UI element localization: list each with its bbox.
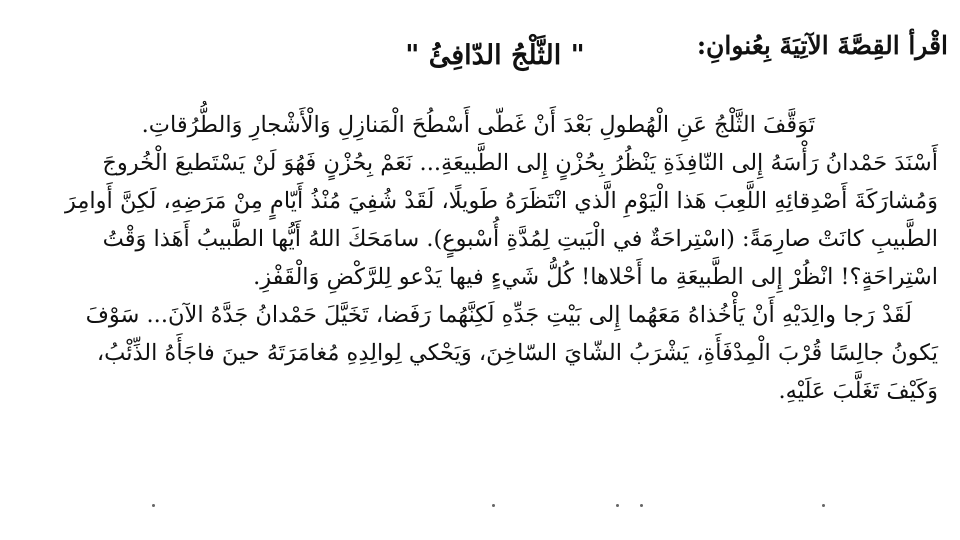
story-line: يَكونُ جالِسًا قُرْبَ الْمِدْفَأَةِ، يَشْرَبُ الشّايَ السّاخِنَ، وَيَحْكي لِوالِدِهِ مُغامَرَتَهُ حينَ فاجَأَهُ الذِّئْبُ، xyxy=(96,340,938,366)
text-fragment xyxy=(152,504,155,507)
story-title: " الثَّلْجُ الدّافِئُ " xyxy=(405,40,585,71)
text-fragment xyxy=(640,504,643,507)
story-line: تَوَقَّفَ الثَّلْجُ عَنِ الْهُطولِ بَعْدَ أَنْ غَطّى أَسْطُحَ الْمَنازِلِ وَالْأَشْجارِ وَالطُّرُقاتِ. xyxy=(141,112,815,138)
story-line: لَقَدْ رَجا والِدَيْهِ أَنْ يَأْخُذاهُ مَعَهُما إِلى بَيْتِ جَدِّهِ لَكِنَّهُما رَفَضا، تَخَيَّلَ حَمْدانُ جَدَّهُ الآنَ... سَوْفَ xyxy=(85,302,912,328)
story-line: أَسْنَدَ حَمْدانُ رَأْسَهُ إِلى النّافِذَةِ يَنْظُرُ بِحُزْنٍ إِلى الطَّبيعَةِ... نَعَمْ بِحُزْنٍ فَهُوَ لَنْ يَسْتَطيعَ الْخُروجَ xyxy=(102,150,938,176)
story-line: اسْتِراحَةٍ؟! انْظُرْ إِلى الطَّبيعَةِ ما أَحْلاها! كُلُّ شَيءٍ فيها يَدْعو لِلرَّكْضِ وَالْقَفْزِ. xyxy=(253,264,938,290)
text-fragment xyxy=(492,504,495,507)
story-line: الطَّبيبِ كانَتْ صارِمَةً: (اسْتِراحَةٌ في الْبَيتِ لِمُدَّةِ أُسْبوعٍ). سامَحَكَ اللهُ أَيُّها الطَّبيبُ أَهَذا وَقْتُ xyxy=(102,226,938,252)
text-fragment xyxy=(616,504,619,507)
story-line: وَمُشارَكَةَ أَصْدِقائِهِ اللَّعِبَ هَذا الْيَوْمِ الَّذي انْتَظَرَهُ طَويلًا، لَقَدْ شُفِيَ مُنْذُ أَيّامٍ مِنْ مَرَضِهِ، لَكِنَّ أَوامِرَ xyxy=(64,188,938,214)
next-line-fragments xyxy=(0,500,960,540)
story-body xyxy=(20,106,940,410)
reading-instruction: اقْرأ القِصَّةَ الآتِيَةَ بِعُنوانِ: xyxy=(696,31,948,60)
story-line: وَكَيْفَ تَغَلَّبَ عَلَيْهِ. xyxy=(778,378,938,404)
text-fragment xyxy=(822,504,825,507)
